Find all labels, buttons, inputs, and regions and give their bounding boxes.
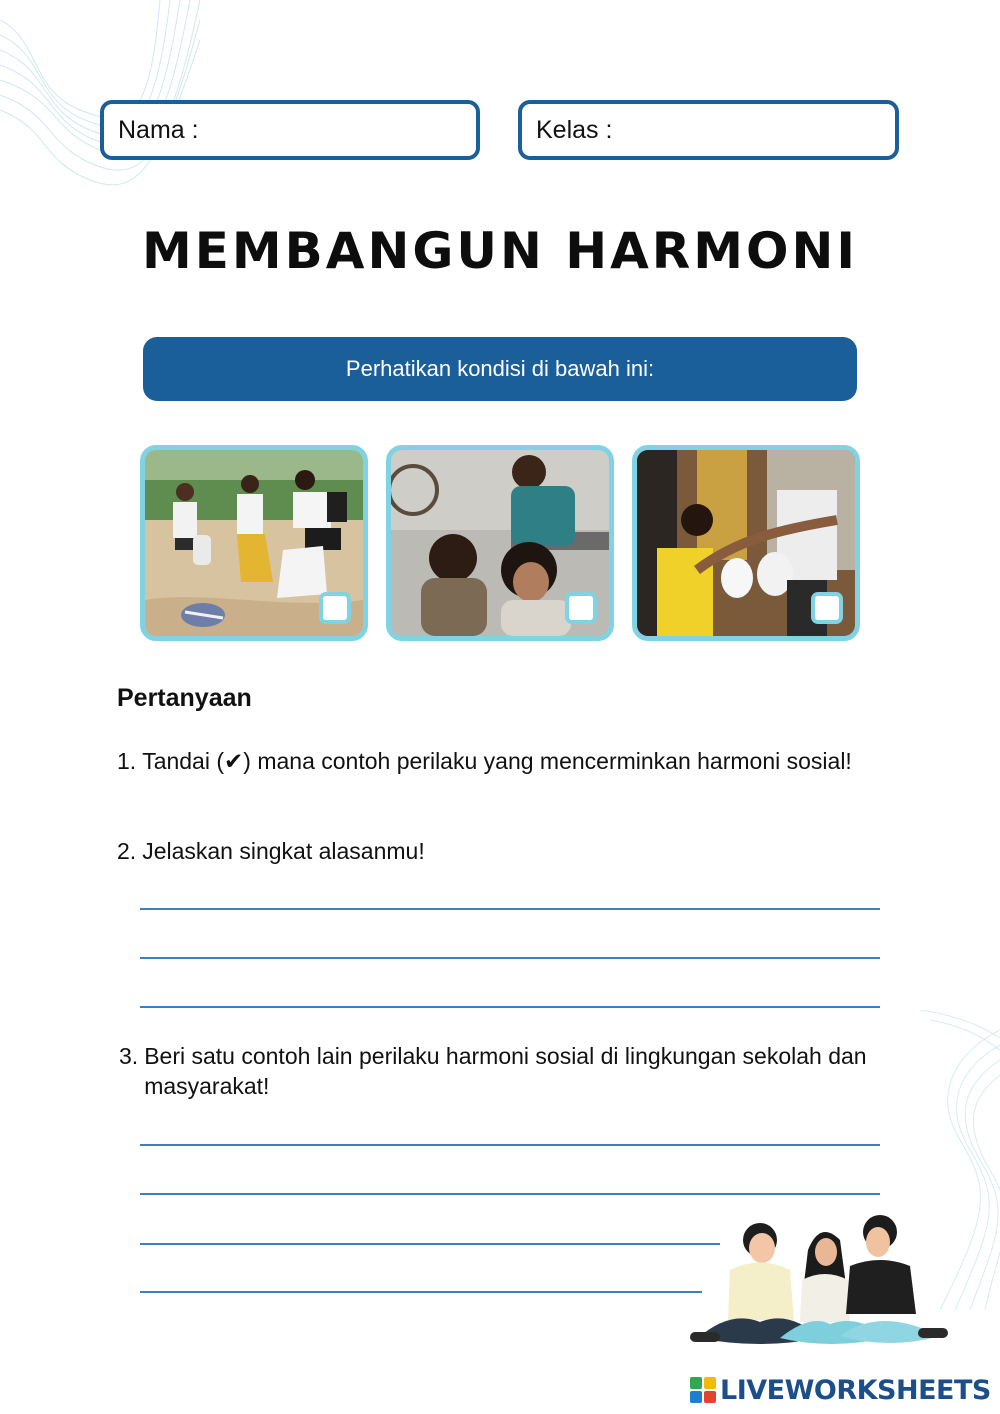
photo-1-checkbox[interactable] xyxy=(319,592,351,624)
photo-3-checkbox[interactable] xyxy=(811,592,843,624)
questions-heading: Pertanyaan xyxy=(117,684,252,712)
photo-2-checkbox[interactable] xyxy=(565,592,597,624)
friends-illustration xyxy=(690,1210,950,1350)
question-3 xyxy=(119,1041,889,1101)
answer-line-q2-1[interactable] xyxy=(140,908,880,910)
question-3-number: 3. xyxy=(119,1043,139,1069)
question-1-text-after: ) mana contoh perilaku yang mencerminkan harmoni sosial! xyxy=(243,748,852,774)
question-1 xyxy=(117,746,857,776)
question-1-number: 1. xyxy=(117,748,137,774)
brand-name: LIVEWORKSHEETS xyxy=(720,1374,991,1406)
question-1-text xyxy=(142,746,857,776)
instruction-text: Perhatikan kondisi di bawah ini: xyxy=(345,356,655,381)
kelas-label: Kelas : xyxy=(536,115,613,144)
answer-line-q2-2[interactable] xyxy=(140,957,880,959)
nama-field[interactable] xyxy=(100,100,480,160)
question-3-text: Beri satu contoh lain perilaku harmoni sosial di lingkungan sekolah dan masyarakat! xyxy=(144,1043,867,1099)
nama-label: Nama : xyxy=(118,115,199,144)
photo-card-2 xyxy=(386,445,614,641)
liveworksheets-brand xyxy=(690,1372,990,1408)
instruction-banner xyxy=(143,337,857,401)
top-left-wave-decoration xyxy=(0,0,200,190)
liveworksheets-logo-icon xyxy=(690,1377,716,1403)
kelas-field[interactable] xyxy=(518,100,899,160)
question-1-text-before: Tandai ( xyxy=(142,748,225,774)
answer-line-q3-4[interactable] xyxy=(140,1291,702,1293)
photo-card-3 xyxy=(632,445,860,641)
answer-line-q3-3[interactable] xyxy=(140,1243,720,1245)
answer-line-q3-2[interactable] xyxy=(140,1193,880,1195)
photo-card-1 xyxy=(140,445,368,641)
question-2-text: Jelaskan singkat alasanmu! xyxy=(142,838,425,864)
question-2 xyxy=(117,836,857,866)
checkmark-icon: ✔ xyxy=(224,748,244,774)
worksheet-title: MEMBANGUN HARMONI xyxy=(142,222,858,280)
question-2-number: 2. xyxy=(117,838,137,864)
answer-line-q2-3[interactable] xyxy=(140,1006,880,1008)
answer-line-q3-1[interactable] xyxy=(140,1144,880,1146)
